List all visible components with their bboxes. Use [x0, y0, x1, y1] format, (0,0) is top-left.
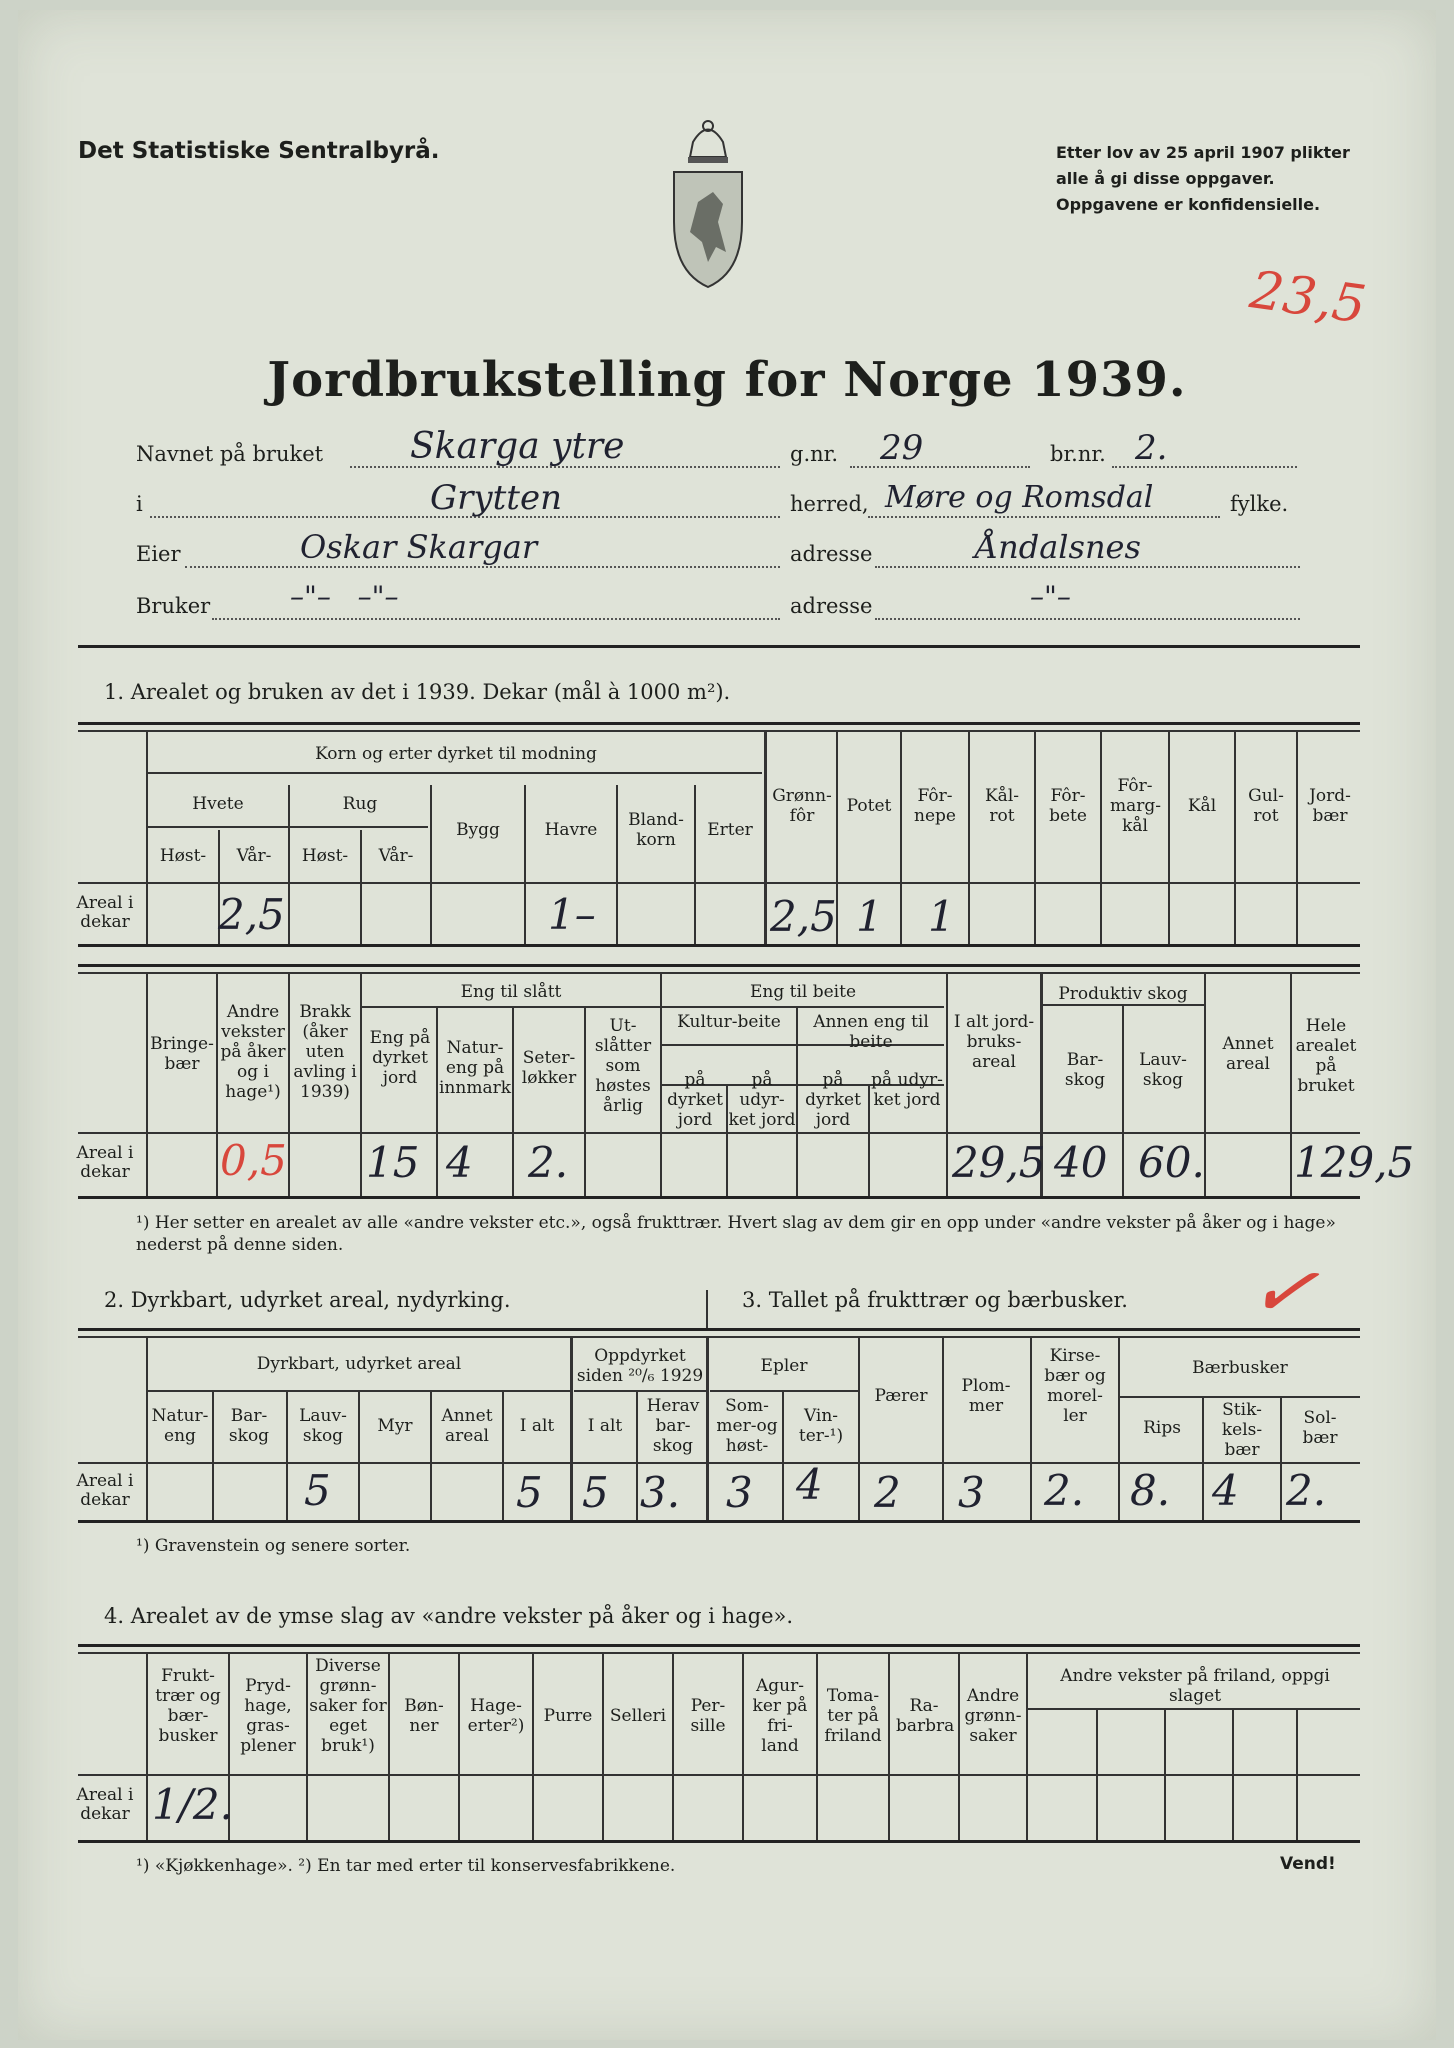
t1-rug-host: Høst-: [301, 846, 349, 866]
t2-produktiv-skog: Produktiv skog: [1058, 984, 1188, 1004]
t3-value-kirsebaer: 2.: [1044, 1466, 1085, 1515]
t4-vline: [1164, 1710, 1166, 1840]
legal-line-2: alle å gi disse oppgaver.: [1056, 169, 1275, 188]
t1-bygg: Bygg: [456, 820, 500, 840]
t2-vline: [946, 974, 948, 1196]
t3-vline: [502, 1392, 504, 1520]
eier-value: Oskar Skargar: [300, 528, 538, 566]
t1-vline: [764, 732, 767, 944]
t3-value-i-alt: 5: [516, 1468, 543, 1517]
t3-natureng: Natur-eng: [151, 1406, 209, 1446]
t3-value-stikkelsbaer: 4: [1212, 1466, 1239, 1515]
t3-row-label: Areal i dekar: [76, 1471, 134, 1510]
table2-top-rule2: [78, 972, 1360, 974]
t3-lauvskog: Lauv-skog: [299, 1406, 347, 1446]
t2-vline: [1122, 1006, 1124, 1196]
t2-utslatter: Ut-slåtter som høstes årlig: [594, 1016, 652, 1116]
section1-footnote: ¹) Her setter en arealet av alle «andre vekster etc.», også frukttrær. Hvert slag av dem gir en opp under «andre vekster på åker og i hage» nederst på denne siden.: [136, 1213, 1336, 1255]
i-value: Grytten: [430, 478, 562, 518]
t3-value-herav: 3.: [640, 1468, 681, 1517]
t1-vline: [1168, 732, 1170, 944]
legal-line-3: Oppgavene er konfidensielle.: [1056, 195, 1321, 214]
t3-barskog: Bar-skog: [228, 1406, 270, 1446]
t4-vline: [1026, 1654, 1028, 1840]
t1-gulrot: Gul-rot: [1248, 786, 1284, 826]
navn-value: Skarga ytre: [410, 426, 625, 467]
t1-blandkorn: Bland-korn: [628, 810, 684, 850]
t4-agurker: Agur-ker på fri-land: [752, 1676, 808, 1756]
bruker-adresse-value: –"–: [1030, 580, 1071, 613]
t2-value-andre: 0,5: [220, 1136, 287, 1185]
t3-value-sommer: 3: [726, 1468, 753, 1517]
t1-formargkal: Fôr-marg-kål: [1110, 776, 1162, 836]
legal-notice: [1056, 140, 1350, 218]
t1-kalrot: Kål-rot: [984, 786, 1020, 826]
section1-heading: 1. Arealet og bruken av det i 1939. Dekar (mål à 1000 m²).: [104, 680, 731, 704]
bruker-value: –"– –"–: [290, 580, 399, 613]
bureau-name: Det Statistiske Sentralbyrå.: [78, 138, 440, 164]
table2-top-rule: [78, 964, 1360, 967]
t1-vline: [968, 732, 970, 944]
t2-value-i-alt: 29,5: [952, 1138, 1046, 1187]
t1-forbete: Fôr-bete: [1049, 786, 1087, 826]
t3-value-plommer: 3: [958, 1468, 985, 1517]
t3-vline: [286, 1392, 288, 1520]
t2-hele-arealet: Hele arealet på bruket: [1295, 1016, 1357, 1096]
t4-vline: [532, 1654, 534, 1840]
eier-adresse-label: adresse: [790, 542, 873, 566]
t3-baerbusker: Bærbusker: [1192, 1358, 1288, 1378]
t3-vline: [636, 1392, 638, 1520]
section3-heading: 3. Tallet på frukttrær og bærbusker.: [742, 1288, 1128, 1312]
t2-barskog: Bar-skog: [1064, 1050, 1106, 1090]
table2-bottom: [78, 1196, 1360, 1199]
t4-rabarbra: Ra-barbra: [896, 1696, 955, 1736]
t4-vline: [602, 1654, 604, 1840]
t4-hline: [1028, 1708, 1360, 1710]
t2-eng-dyrket: Eng på dyrket jord: [369, 1028, 431, 1088]
t4-persille: Per-sille: [690, 1696, 726, 1736]
i-label: i: [136, 492, 143, 516]
t2-eng-beite: Eng til beite: [749, 982, 857, 1002]
t1-fornepe: Fôr-nepe: [914, 786, 956, 826]
t2-hline: [1042, 1004, 1204, 1006]
t1-korn-group: Korn og erter dyrket til modning: [315, 744, 597, 764]
divider: [78, 645, 1360, 648]
t4-row-label: Areal i dekar: [76, 1785, 134, 1824]
t4-purre: Purre: [543, 1706, 593, 1726]
brnr-label: br.nr.: [1050, 442, 1106, 466]
t2-kultur-dyrket: på dyrket jord: [667, 1070, 723, 1130]
t4-vline: [458, 1654, 460, 1840]
t3-stikkelsbaer: Stik-kels-bær: [1221, 1400, 1263, 1460]
t1-erter: Erter: [707, 820, 753, 840]
t2-andre-vekster: Andre vekster på åker og i hage¹): [220, 1002, 286, 1102]
herred-label: herred,: [790, 492, 869, 516]
s23-divider: [706, 1290, 708, 1330]
t2-annen-udyrket: på udyr-ket jord: [871, 1070, 943, 1110]
t1-row-label: Areal i dekar: [76, 893, 134, 932]
navn-label: Navnet på bruket: [136, 442, 324, 466]
t4-bonner: Bøn-ner: [404, 1696, 444, 1736]
table3-top2: [78, 1336, 1360, 1338]
t4-vline: [1096, 1710, 1098, 1840]
t3-vline: [1202, 1398, 1204, 1520]
t4-vline: [888, 1654, 890, 1840]
t2-i-alt-jordbruk: I alt jord-bruks-areal: [953, 1012, 1035, 1072]
table1-bottom: [78, 944, 1360, 947]
brnr-value: 2.: [1135, 428, 1168, 468]
t3-paerer: Pærer: [874, 1386, 928, 1406]
eier-adresse-line: [875, 566, 1300, 568]
t3-vline: [570, 1338, 573, 1520]
t2-kulturbeite: Kultur-beite: [677, 1012, 781, 1032]
t1-hline: [148, 772, 762, 774]
t1-vline: [1296, 732, 1298, 944]
t2-bringebaer: Bringe-bær: [150, 1034, 214, 1074]
bruker-adresse-line: [875, 618, 1300, 620]
t3-hline: [1120, 1396, 1360, 1398]
t2-annen-eng: Annen eng til beite: [813, 1012, 929, 1052]
t3-vline: [706, 1338, 709, 1520]
t4-tomater: Toma-ter på friland: [824, 1686, 882, 1746]
t3-oppdyrket: Oppdyrket siden ²⁰/₆ 1929: [576, 1346, 704, 1386]
t3-solbaer: Sol-bær: [1302, 1408, 1338, 1448]
t2-seterlokker: Seter-løkker: [521, 1048, 577, 1088]
t4-andre-gronnsaker: Andre grønn-saker: [964, 1686, 1022, 1746]
t3-value-vinter: 4: [796, 1460, 823, 1509]
t3-sommer: Som-mer-og høst-: [716, 1396, 778, 1456]
bruker-adresse-label: adresse: [790, 594, 873, 618]
t3-vline: [858, 1338, 860, 1520]
t2-value-barskog: 40: [1054, 1138, 1108, 1187]
t3-kirsebaer: Kirse-bær og morel-ler: [1044, 1346, 1106, 1426]
t4-value-frukttraer: 1/2.: [152, 1780, 233, 1829]
t4-vline: [1296, 1710, 1298, 1840]
t4-vline: [672, 1654, 674, 1840]
t1-value-havre: 1–: [548, 890, 596, 939]
t1-vline: [694, 785, 696, 944]
vend-note: Vend!: [1280, 1854, 1336, 1874]
t4-vline: [388, 1654, 390, 1840]
herred-value: Møre og Romsdal: [885, 480, 1154, 515]
eier-adresse-value: Åndalsnes: [975, 528, 1141, 566]
t3-vline: [430, 1392, 432, 1520]
t3-vline: [782, 1392, 784, 1520]
t1-rug: Rug: [342, 794, 378, 814]
check-mark-icon: ✓: [1242, 1238, 1325, 1343]
t3-myr: Myr: [377, 1416, 413, 1436]
coat-of-arms-icon: [668, 112, 748, 296]
eier-line: [185, 566, 780, 568]
t1-value-gronnfor: 2,5: [770, 892, 837, 941]
t2-value-naturang: 4: [446, 1138, 473, 1187]
t1-gronnfor: Grønn-fôr: [772, 786, 832, 826]
table3-top: [78, 1328, 1360, 1331]
t3-oppdyrket-i-alt: I alt: [587, 1416, 623, 1436]
t3-value-solbaer: 2.: [1286, 1466, 1327, 1515]
t2-eng-slatt: Eng til slått: [460, 982, 562, 1002]
t1-jordbaer: Jord-bær: [1309, 786, 1351, 826]
t1-havre: Havre: [544, 820, 598, 840]
t2-annet-areal: Annet areal: [1222, 1034, 1274, 1074]
t2-vline: [512, 1008, 514, 1196]
table4-bottom: [78, 1840, 1360, 1843]
fylke-label: fylke.: [1230, 492, 1289, 516]
t2-lauvskog: Lauv-skog: [1139, 1050, 1187, 1090]
t4-selleri: Selleri: [609, 1706, 667, 1726]
t1-vline: [524, 785, 526, 944]
section23-footnote: ¹) Gravenstein og senere sorter.: [136, 1536, 411, 1556]
t4-prydhage: Pryd-hage, gras-plener: [240, 1676, 296, 1756]
table3-bottom: [78, 1520, 1360, 1523]
t1-vline: [430, 785, 432, 944]
t2-brakk: Brakk (åker uten avling i 1939): [293, 1002, 357, 1102]
t1-hvete-host: Høst-: [159, 846, 207, 866]
table2-head-bottom: [78, 1132, 1360, 1134]
t4-diverse: Diverse grønn-saker for eget bruk¹): [309, 1656, 387, 1756]
t4-vline: [742, 1654, 744, 1840]
table3-head-bottom: [78, 1462, 1360, 1464]
t1-hvete: Hvete: [192, 794, 244, 814]
t1-vline: [900, 732, 902, 944]
t1-vline: [1234, 732, 1236, 944]
t4-frukttraer: Frukt-trær og bær-busker: [155, 1666, 221, 1746]
t3-vline: [358, 1392, 360, 1520]
t3-hline: [710, 1390, 858, 1392]
t3-value-paerer: 2: [874, 1468, 901, 1517]
t1-value-potet: 1: [856, 892, 883, 941]
section4-heading: 4. Arealet av de ymse slag av «andre vekster på åker og i hage».: [104, 1604, 794, 1628]
t1-value-fornepe: 1: [928, 892, 955, 941]
table4-head-bottom: [78, 1774, 1360, 1776]
t3-herav: Herav bar-skog: [646, 1396, 700, 1456]
t3-i-alt: I alt: [519, 1416, 555, 1436]
t1-potet: Potet: [846, 796, 892, 816]
t3-epler: Epler: [760, 1356, 808, 1376]
t2-vline: [146, 974, 148, 1196]
t3-vinter: Vin-ter-¹): [798, 1406, 844, 1446]
t3-annet: Annet areal: [441, 1406, 493, 1446]
t3-hline: [148, 1390, 570, 1392]
t3-vline: [1030, 1338, 1032, 1520]
t3-plommer: Plom-mer: [961, 1376, 1011, 1416]
t1-vline: [146, 732, 148, 944]
legal-line-1: Etter lov av 25 april 1907 plikter: [1056, 143, 1350, 162]
table1-top-rule: [78, 722, 1360, 725]
t2-kultur-udyrket: på udyr-ket jord: [728, 1070, 796, 1130]
t3-hline: [574, 1390, 706, 1392]
t2-naturang: Natur-eng på innmark: [438, 1038, 512, 1098]
t2-vline: [1290, 974, 1292, 1196]
bruker-label: Bruker: [136, 594, 211, 618]
table4-top2: [78, 1652, 1360, 1654]
bruker-line: [212, 618, 780, 620]
t3-rips: Rips: [1143, 1418, 1181, 1438]
t4-hageerter: Hage-erter²): [467, 1696, 525, 1736]
t4-andre-friland: Andre vekster på friland, oppgi slaget: [1060, 1666, 1330, 1706]
t3-value-oppdyrket: 5: [582, 1468, 609, 1517]
page-title: Jordbrukstelling for Norge 1939.: [267, 352, 1187, 408]
t2-annen-dyrket: på dyrket jord: [805, 1070, 861, 1130]
herred-line: [868, 516, 1220, 518]
t2-row-label: Areal i dekar: [76, 1143, 134, 1182]
t4-vline: [1232, 1710, 1234, 1840]
footer-footnote: ¹) «Kjøkkenhage». ²) En tar med erter til konservesfabrikkene.: [136, 1856, 676, 1876]
t4-vline: [958, 1654, 960, 1840]
eier-label: Eier: [136, 542, 181, 566]
gnr-value: 29: [880, 428, 924, 468]
t1-rug-var: Vår-: [378, 846, 414, 866]
t2-value-lauvskog: 60.: [1138, 1138, 1205, 1187]
t1-hvete-var: Vår-: [236, 846, 272, 866]
gnr-line: [850, 466, 1030, 468]
table4-top: [78, 1644, 1360, 1647]
t3-value-lauvskog: 5: [304, 1466, 331, 1515]
t1-value-hvete-var: 2,5: [218, 890, 285, 939]
t1-kal: Kål: [1187, 796, 1217, 816]
t2-value-eng-dyrket: 15: [366, 1138, 420, 1187]
t1-vline: [1100, 732, 1102, 944]
t4-vline: [816, 1654, 818, 1840]
t2-vline: [436, 1008, 438, 1196]
t2-value-seterlokker: 2.: [528, 1138, 569, 1187]
t1-hline: [148, 826, 428, 828]
t2-value-hele: 129,5: [1294, 1138, 1415, 1187]
t3-vline: [1280, 1398, 1282, 1520]
stamp-number: 23,5: [1246, 260, 1370, 336]
t3-dyrkbart-group: Dyrkbart, udyrket areal: [256, 1354, 462, 1374]
section2-heading: 2. Dyrkbart, udyrket areal, nydyrking.: [104, 1288, 511, 1312]
gnr-label: g.nr.: [790, 442, 839, 466]
t2-hline: [362, 1006, 944, 1008]
t3-vline: [942, 1338, 944, 1520]
t1-vline: [616, 785, 618, 944]
t3-vline: [212, 1392, 214, 1520]
t1-vline: [1034, 732, 1036, 944]
t3-value-rips: 8.: [1130, 1466, 1171, 1515]
